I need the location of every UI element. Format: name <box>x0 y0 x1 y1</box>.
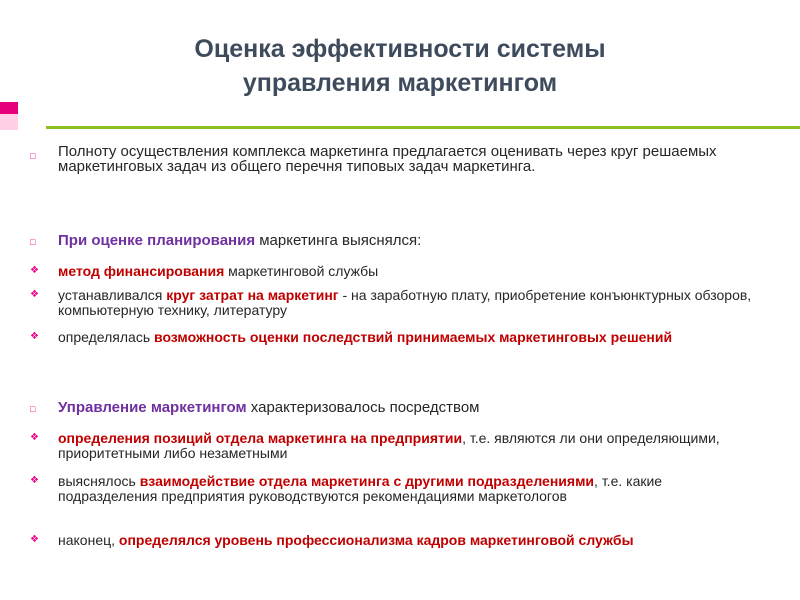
bullet-text-8: выяснялось взаимодействие отдела маркетинга с другими подразделениями, т.е. какие подразделения предприятия руководствуются рекомендациями маркетологов <box>58 473 663 504</box>
bullet-text-6: Управление маркетингом характеризовалось посредством <box>58 399 480 416</box>
bullet-text-9: наконец, определялся уровень профессионализма кадров маркетинговой службы <box>58 532 634 548</box>
title-line-2: управления маркетингом <box>242 69 558 97</box>
slide-title <box>110 32 690 100</box>
title-line-1: Оценка эффективности системы <box>194 35 606 63</box>
diamond-bullet-icon: ❖ <box>30 432 39 443</box>
diamond-bullet-icon: ❖ <box>30 534 39 545</box>
accent-bar-top <box>0 102 18 114</box>
bullet-text-5: определялась возможность оценки последствий принимаемых маркетинговых решений <box>58 329 673 345</box>
bullet-text-7: определения позиций отдела маркетинга на предприятии, т.е. являются ли они определяющими, приоритетными либо незаметными <box>58 430 720 461</box>
bullet-text-4: устанавливался круг затрат на маркетинг - на заработную плату, приобретение конъюнктурных обзоров, компьютерную технику, литературу <box>58 287 752 318</box>
diamond-bullet-icon: ❖ <box>30 475 39 486</box>
title-rule <box>46 126 800 129</box>
square-bullet-icon: □ <box>30 404 36 414</box>
bullet-text-1: Полноту осуществления комплекса маркетинга предлагается оценивать через круг решаемых маркетинговых задач из общего перечня типовых задач маркетинга. <box>58 143 717 175</box>
bullet-text-3: метод финансирования маркетинговой службы <box>58 263 379 279</box>
diamond-bullet-icon: ❖ <box>30 265 39 276</box>
accent-bar <box>0 114 18 130</box>
diamond-bullet-icon: ❖ <box>30 331 39 342</box>
square-bullet-icon: □ <box>30 237 36 247</box>
diamond-bullet-icon: ❖ <box>30 289 39 300</box>
bullet-text-2: При оценке планирования маркетинга выяснялся: <box>58 232 422 249</box>
square-bullet-icon: □ <box>30 151 36 161</box>
